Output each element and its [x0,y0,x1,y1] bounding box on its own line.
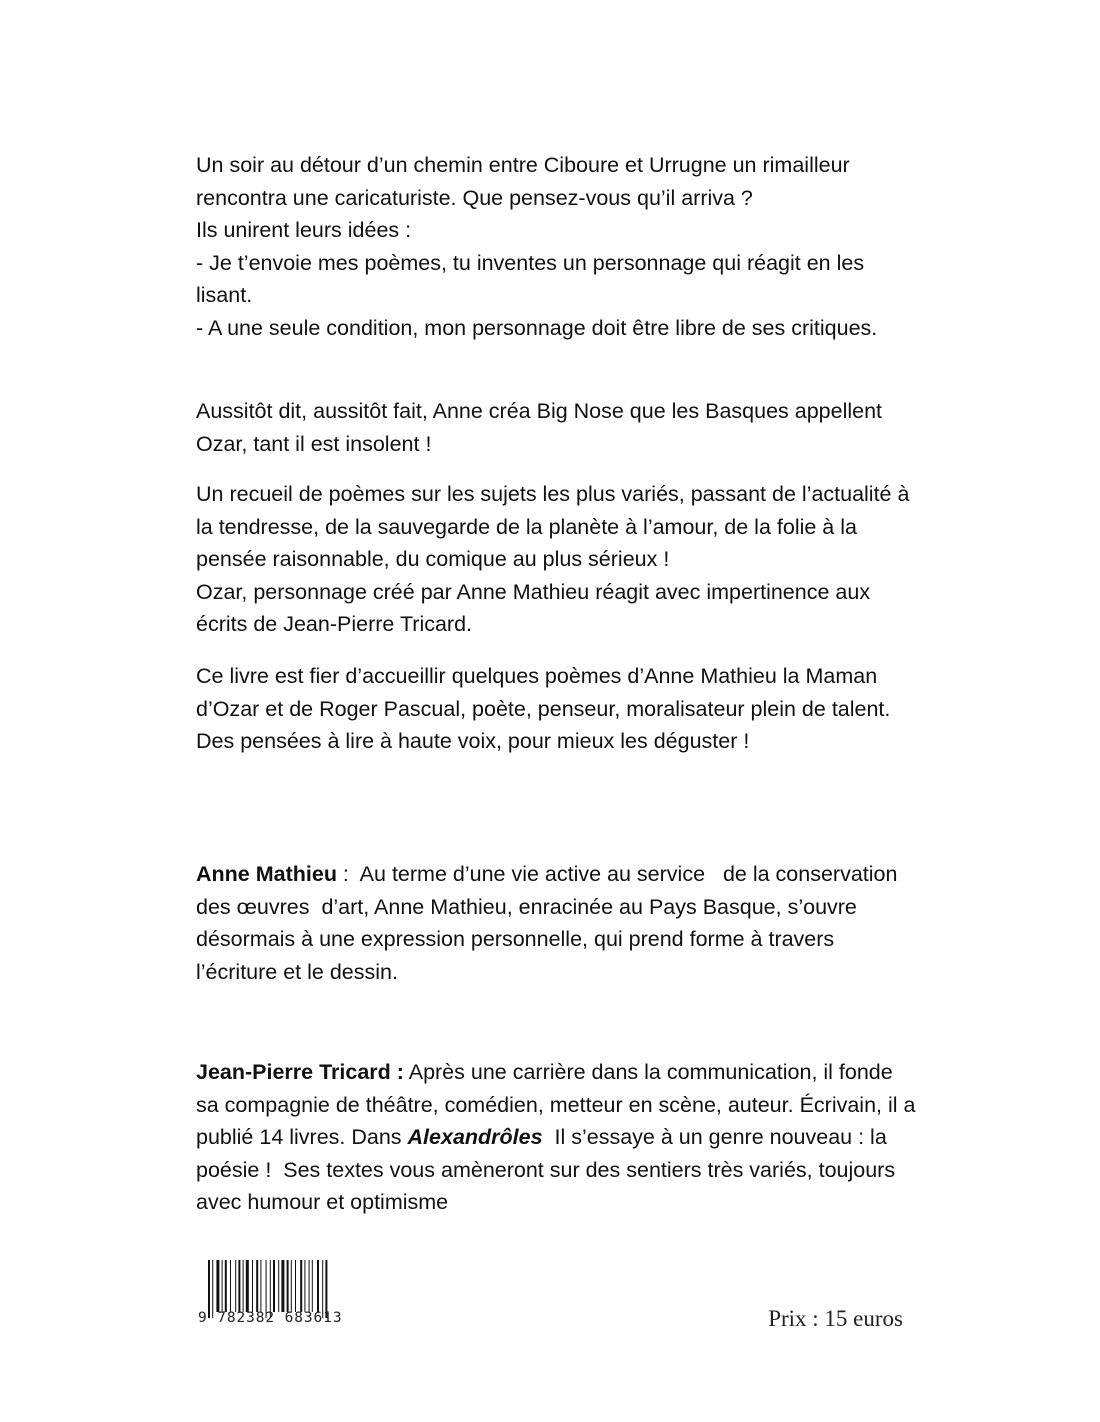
barcode-bar [216,1260,219,1312]
bio-anne-mathieu [196,858,928,988]
intro-paragraph [196,149,916,345]
barcode-bar [252,1260,253,1312]
aussitot-paragraph [196,395,916,460]
barcode-bar [278,1260,279,1312]
book-title: Alexandrôles [407,1125,543,1150]
barcode-bar [238,1260,240,1312]
barcode-bar [291,1260,292,1312]
barcode-bar [300,1260,302,1312]
bio-jp-body-start: Après une carrière dans la communication, il fonde sa compagnie de théâtre, comédien, metteur en scène, auteur. Écrivain, il a publié 14 livres. Dans [196,1060,922,1150]
barcode-bar [235,1260,236,1312]
barcode-bar [304,1260,305,1312]
barcode-bar [287,1260,289,1312]
intro-line: - A une seule condition, mon personnage doit être libre de ses critiques. [196,315,878,340]
barcode-bar [312,1260,313,1312]
barcode-bar [309,1260,310,1312]
barcode-bar [230,1260,231,1312]
recueil-line: Ozar, personnage créé par Anne Mathieu réagit avec impertinence aux écrits de Jean-Pierre Tricard. [196,579,871,637]
price-label: Prix : 15 euros [768,1306,903,1331]
bio-anne-name: Anne Mathieu [196,862,337,886]
bio-anne-body: Au terme d’une vie active au service de la conservation des œuvres d’art, Anne Mathieu, enracinée au Pays Basque, s’ouvre désormais à une expression personnelle, qui prend forme à travers l’écriture et le dessin. [196,862,928,984]
bio-anne-text [196,858,928,988]
bio-jp-text [196,1056,922,1219]
intro-line: - Je t’envoie mes poèmes, tu inventes un personnage qui réagit en les lisant. [196,250,865,308]
barcode-bar [246,1260,249,1312]
bio-jp-body-end: Il s’essaye à un genre nouveau : la poésie ! Ses textes vous amèneront sur des sentiers très variés, toujours avec humour et optimisme [196,1125,902,1215]
bio-anne-separator: : [336,862,360,886]
livre-line: Des pensées à lire à haute voix, pour mieux les déguster ! [196,729,750,754]
barcode-bar [260,1260,261,1312]
bio-jean-pierre-tricard [196,1056,922,1219]
barcode-bar [225,1260,227,1312]
recueil-line: Un recueil de poèmes sur les sujets les plus variés, passant de l’actualité à la tendresse, de la sauvegarde de la planète à l’amour, de la folie à la pensée raisonnable, du comique au plus sérieux ! [196,482,910,572]
barcode-bar [243,1260,244,1312]
barcode-bar [281,1260,284,1312]
isbn-digits: 9 782382 683613 [198,1310,343,1326]
livre-paragraph [196,660,916,758]
livre-line: Ce livre est fier d’accueillir quelques poèmes d’Anne Mathieu la Maman d’Ozar et de Roger Pascual, poète, penseur, moralisateur plein de talent. [196,664,891,721]
recueil-paragraph [196,478,916,641]
intro-line: Un soir au détour d’un chemin entre Ciboure et Urrugne un rimailleur rencontra une caricaturiste. Que pensez-vous qu’il arriva ? [196,153,850,210]
barcode-bar [295,1260,296,1312]
intro-line: Ils unirent leurs idées : [196,218,412,243]
barcode-bar [256,1260,258,1312]
barcode-bar [273,1260,275,1312]
isbn-barcode [196,1258,358,1334]
bio-jp-name: Jean-Pierre Tricard : [196,1060,404,1084]
aussitot-text: Aussitôt dit, aussitôt fait, Anne créa Big Nose que les Basques appellent Ozar, tant il est insolent ! [196,399,883,456]
barcode-bar [317,1260,319,1312]
barcode-bar [222,1260,223,1312]
